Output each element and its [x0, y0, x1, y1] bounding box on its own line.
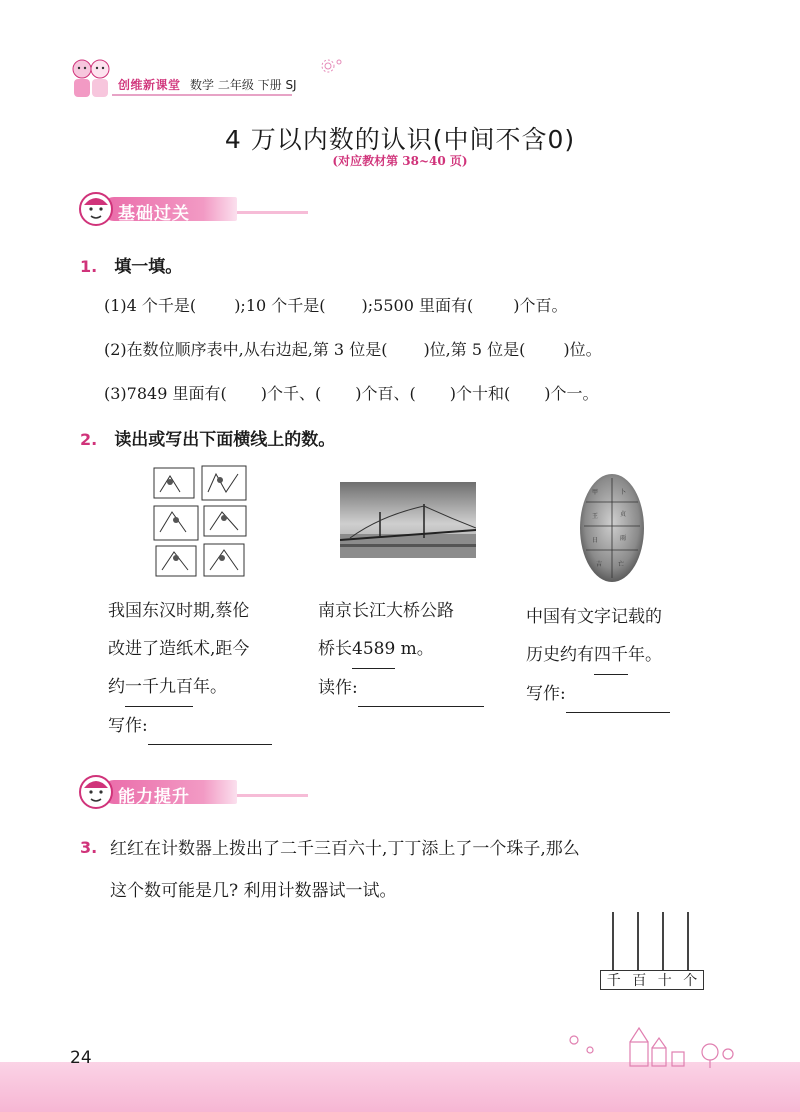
section-banner-basic: [78, 191, 248, 225]
svg-text:日: 日: [592, 537, 599, 544]
svg-text:王: 王: [592, 513, 599, 520]
q3-number: 3.: [80, 838, 98, 857]
abacus-rod-tens[interactable]: [662, 912, 664, 970]
section-title-basic: 基础过关: [118, 204, 190, 224]
abacus-rod-thousands[interactable]: [612, 912, 614, 970]
q2-answer-1[interactable]: [148, 727, 272, 745]
svg-text:亡: 亡: [618, 561, 625, 568]
abacus-label-tens: 十: [657, 973, 672, 989]
q2-title: 读出或写出下面横线上的数。: [114, 430, 336, 450]
section-banner-advanced: [78, 774, 248, 808]
q3-line-2: 这个数可能是几? 利用计数器试一试。: [110, 881, 397, 901]
q1-item-1: (1)4 个千是( );10 个千是( );5500 里面有( )个百。: [104, 296, 568, 315]
abacus-rod-hundreds[interactable]: [637, 912, 639, 970]
q2-card-papermaking: 我国东汉时期,蔡伦 改进了造纸术,距今 约一千九百年。 写作:: [108, 592, 272, 745]
svg-text:甲: 甲: [592, 489, 599, 496]
student-face-icon: [78, 191, 114, 231]
abacus-base: [600, 970, 704, 990]
q1-number: 1.: [80, 257, 98, 276]
header-brand: 创维新课堂: [118, 78, 181, 92]
q2-number: 2.: [80, 430, 98, 449]
svg-text:贞: 贞: [620, 511, 627, 518]
q2-header: [80, 425, 335, 450]
q2-answer-3[interactable]: [566, 695, 670, 713]
svg-text:雨: 雨: [620, 535, 627, 542]
q1-title: 填一填。: [114, 257, 183, 277]
lesson-subtitle: (对应教材第 38~40 页): [332, 154, 468, 168]
page-number: 24: [70, 1048, 92, 1068]
papermaking-illustration: [150, 462, 250, 580]
student-face-icon: [78, 774, 114, 814]
q2-card-bridge: 南京长江大桥公路 桥长4589 m。 读作:: [318, 592, 484, 707]
header-meta: 数学 二年级 下册 SJ: [190, 78, 297, 92]
q2-card-oracle: 中国有文字记载的 历史约有四千年。 写作:: [526, 598, 670, 713]
header-divider: [112, 94, 292, 96]
lesson-title: 4 万以内数的认识(中间不含0): [224, 125, 576, 154]
footer-castle-icon: [560, 1022, 740, 1074]
abacus-label-ones: 个: [683, 973, 698, 989]
q1-header: [80, 252, 182, 277]
q1-item-3: (3)7849 里面有( )个千、( )个百、( )个十和( )个一。: [104, 384, 599, 403]
section-title-advanced: 能力提升: [118, 787, 190, 807]
header-flower-icon: [320, 57, 344, 79]
counting-frame: [600, 912, 704, 990]
oracle-bone-photo: [578, 472, 646, 584]
header-mascot-icon: [68, 55, 112, 99]
abacus-label-thousands: 千: [606, 973, 621, 989]
abacus-rod-ones[interactable]: [687, 912, 689, 970]
q1-item-2: (2)在数位顺序表中,从右边起,第 3 位是( )位,第 5 位是( )位。: [104, 340, 602, 359]
abacus-label-hundreds: 百: [632, 973, 647, 989]
svg-text:吉: 吉: [596, 561, 603, 568]
q3-text: [110, 828, 580, 912]
q3-line-1: 红红在计数器上拨出了二千三百六十,丁丁添上了一个珠子,那么: [110, 839, 580, 859]
bridge-photo: [340, 482, 476, 558]
svg-text:卜: 卜: [620, 489, 627, 496]
q2-answer-2[interactable]: [358, 689, 484, 707]
